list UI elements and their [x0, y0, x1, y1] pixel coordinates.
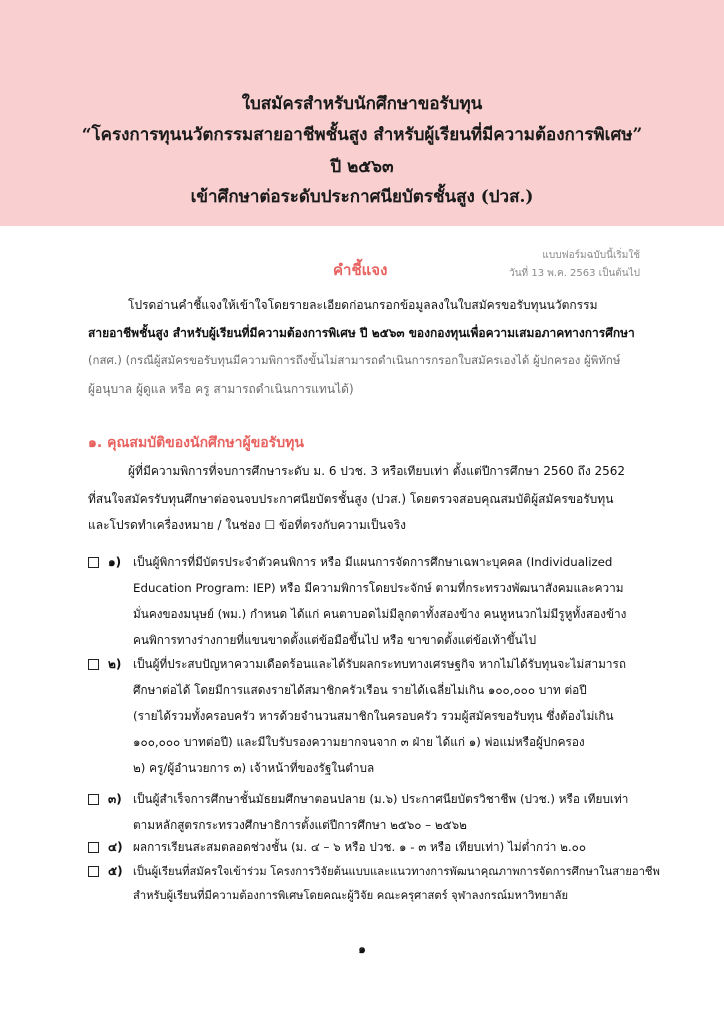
year-line: ปี ๒๕๖๓: [330, 157, 394, 177]
section-1-intro-2: ที่สนใจสมัครรับทุนศึกษาต่อจนจบประกาศนียบัตรชั้นสูง (ปวส.) โดยตรวจสอบคุณสมบัติผู้สมัครขอรับทุน: [88, 492, 614, 506]
form-effective-date: วันที่ 13 พ.ค. 2563 เป็นต้นไป: [509, 268, 640, 279]
instructions-line-3: (กสศ.) (กรณีผู้สมัครขอรับทุนมีความพิการถึงขั้นไม่สามารถดำเนินการกรอกใบสมัครเองได้ ผู้ปกครอง ผู้พิทักษ์: [88, 353, 621, 367]
page-number: ๑: [358, 942, 366, 956]
instructions-line-2: สายอาชีพชั้นสูง สำหรับผู้เรียนที่มีความต้องการพิเศษ ปี ๒๕๖๓ ของกองทุนเพื่อความเสมอภาคทางการศึกษา: [88, 326, 635, 340]
criteria-text-line: เป็นผู้ที่ประสบปัญหาความเดือดร้อนและได้รับผลกระทบทางเศรษฐกิจ หากไม่ได้รับทุนจะไม่สามารถ: [133, 657, 626, 671]
form-title: ใบสมัครสำหรับนักศึกษาขอรับทุน: [241, 94, 483, 114]
project-name: “โครงการทุนนวัตกรรมสายอาชีพชั้นสูง สำหรับผู้เรียนที่มีความต้องการพิเศษ”: [81, 125, 643, 145]
criteria-number: ๔): [108, 840, 123, 854]
criteria-text-line: มั่นคงของมนุษย์ (พม.) กำหนด ได้แก่ คนตาบอดไม่มีลูกตาทั้งสองข้าง คนหูหนวกไม่มีรูหูทั้งสองข้าง: [133, 607, 627, 621]
criteria-text-line: ศึกษาต่อได้ โดยมีการแสดงรายได้สมาชิกครัวเรือน รายได้เฉลี่ยไม่เกิน ๑๐๐,๐๐๐ บาท ต่อปี: [133, 683, 587, 697]
criteria-text-line: Education Program: IEP) หรือ มีความพิการโดยประจักษ์ ตามที่กระทรวงพัฒนาสังคมและความ: [133, 581, 624, 595]
criteria-text-line: สำหรับผู้เรียนที่มีความต้องการพิเศษโดยคณะผู้วิจัย คณะครุศาสตร์ จุฬาลงกรณ์มหาวิทยาลัย: [133, 889, 569, 902]
criteria-checkbox[interactable]: [88, 842, 99, 853]
criteria-number: ๑): [108, 555, 122, 569]
criteria-text-line: ๑๐๐,๐๐๐ บาทต่อปี) และมีใบรับรองความยากจนจาก ๓ ฝ่าย ได้แก่ ๑) พ่อแม่หรือผู้ปกครอง: [133, 735, 585, 749]
criteria-text-line: เป็นผู้สำเร็จการศึกษาชั้นมัธยมศึกษาตอนปลาย (ม.๖) ประกาศนียบัตรวิชาชีพ (ปวช.) หรือ เทียบเท่า: [133, 792, 629, 806]
criteria-number: ๕): [108, 864, 123, 878]
section-1-intro-1: ผู้ที่มีความพิการที่จบการศึกษาระดับ ม. 6 ปวช. 3 หรือเทียบเท่า ตั้งแต่ปีการศึกษา 2560 ถึง 2562: [128, 464, 626, 478]
criteria-text-line: เป็นผู้เรียนที่สมัครใจเข้าร่วม โครงการวิจัยต้นแบบและแนวทางการพัฒนาคุณภาพการจัดการศึกษาในสายอาชีพ: [133, 865, 660, 878]
criteria-text-line: ตามหลักสูตรกระทรวงศึกษาธิการตั้งแต่ปีการศึกษา ๒๕๖๐ – ๒๕๖๒: [133, 818, 467, 832]
criteria-checkbox[interactable]: [88, 866, 99, 877]
criteria-text-line: คนพิการทางร่างกายที่แขนขาดตั้งแต่ข้อมือขึ้นไป หรือ ขาขาดตั้งแต่ข้อเท้าขึ้นไป: [133, 633, 537, 647]
instructions-title: คำชี้แจง: [333, 261, 388, 279]
section-1-intro-3: และโปรดทำเครื่องหมาย / ในช่อง ☐ ข้อที่ตรงกับความเป็นจริง: [88, 518, 407, 532]
criteria-text-line: ผลการเรียนสะสมตลอดช่วงชั้น (ม. ๔ – ๖ หรือ ปวช. ๑ - ๓ หรือ เทียบเท่า) ไม่ต่ำกว่า ๒.๐๐: [133, 840, 587, 854]
instructions-line-1: โปรดอ่านคำชี้แจงให้เข้าใจโดยรายละเอียดก่อนกรอกข้อมูลลงในใบสมัครขอรับทุนนวัตกรรม: [128, 298, 598, 312]
level-line: เข้าศึกษาต่อระดับประกาศนียบัตรชั้นสูง (ปวส.): [190, 187, 534, 207]
form-version-note: แบบฟอร์มฉบับนี้เริ่มใช้: [542, 250, 640, 261]
criteria-text-line: ๒) ครู/ผู้อำนวยการ ๓) เจ้าหน้าที่ของรัฐในตำบล: [133, 761, 375, 775]
criteria-checkbox[interactable]: [88, 659, 99, 670]
instructions-line-4: ผู้อนุบาล ผู้ดูแล หรือ ครู สามารถดำเนินการแทนได้): [88, 382, 354, 396]
criteria-number: ๒): [108, 657, 122, 671]
criteria-checkbox[interactable]: [88, 557, 99, 568]
criteria-number: ๓): [108, 792, 122, 806]
criteria-text-line: (รายได้รวมทั้งครอบครัว หารด้วยจำนวนสมาชิกในครอบครัว รวมผู้สมัครขอรับทุน ซึ่งต้องไม่เกิน: [133, 709, 614, 723]
criteria-text-line: เป็นผู้พิการที่มีบัตรประจำตัวคนพิการ หรือ มีแผนการจัดการศึกษาเฉพาะบุคคล (Individualized: [133, 555, 613, 569]
criteria-checkbox[interactable]: [88, 794, 99, 805]
section-1-title: ๑. คุณสมบัติของนักศึกษาผู้ขอรับทุน: [88, 435, 304, 451]
